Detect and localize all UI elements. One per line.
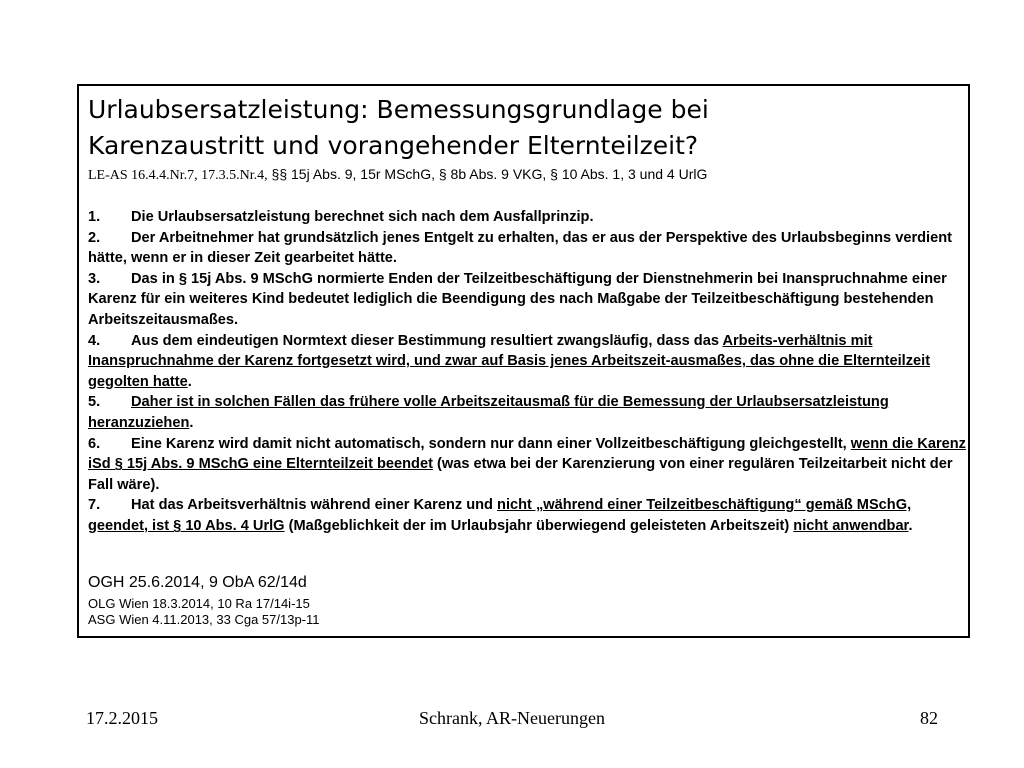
citation-asg: ASG Wien 4.11.2013, 33 Cga 57/13p-11 bbox=[88, 612, 320, 627]
citation-ogh: OGH 25.6.2014, 9 ObA 62/14d bbox=[88, 574, 307, 591]
slide-title-line1: Urlaubsersatzleistung: Bemessungsgrundlage bei bbox=[88, 95, 709, 124]
footer-date: 17.2.2015 bbox=[86, 708, 158, 728]
points-list bbox=[88, 207, 968, 537]
point-number: 3. bbox=[88, 270, 101, 287]
point-3 bbox=[88, 269, 968, 331]
point-text-underlined: Daher ist in solchen Fällen das frühere volle Arbeitszeitausmaß für die Bemessung der Urlaubsersatzleistung heranzuziehen bbox=[88, 394, 889, 431]
legal-reference-serif: LE-AS 16.4.4.Nr.7, 17.3.5.Nr.4, bbox=[88, 168, 268, 183]
point-text-end: (was etwa bei der Karenzierung von einer regulären Teilzeitarbeit nicht der Fall wäre). bbox=[88, 456, 953, 493]
point-4 bbox=[88, 331, 968, 393]
point-text: Hat das Arbeitsverhältnis während einer Karenz und bbox=[131, 497, 498, 514]
point-text-end: . bbox=[908, 517, 913, 534]
point-text: Aus dem eindeutigen Normtext dieser Bestimmung resultiert zwangsläufig, dass das bbox=[131, 332, 723, 349]
point-6 bbox=[88, 434, 968, 496]
point-text-underlined: Arbeits-verhältnis mit Inanspruchnahme der Karenz fortgesetzt wird, und zwar auf Basis jenes Arbeitszeit-ausmaßes, das ohne die Elternteilzeit gegolten hatte bbox=[88, 332, 931, 390]
point-number: 2. bbox=[88, 229, 101, 246]
point-text: Eine Karenz wird damit nicht automatisch, sondern nur dann einer Vollzeitbeschäftigung gleichgestellt, bbox=[131, 435, 851, 452]
point-text: Die Urlaubsersatzleistung berechnet sich nach dem Ausfallprinzip. bbox=[131, 209, 594, 225]
point-5 bbox=[88, 392, 968, 433]
point-text-middle: (Maßgeblichkeit der im Urlaubsjahr überwiegend geleisteten Arbeitszeit) bbox=[284, 517, 794, 534]
legal-reference bbox=[88, 165, 968, 185]
point-text-underlined: nicht „während einer Teilzeitbeschäftigung“ gemäß MSchG, geendet, ist § 10 Abs. 4 UrlG bbox=[88, 497, 912, 534]
point-7 bbox=[88, 495, 968, 536]
slide-title bbox=[88, 92, 958, 164]
footer-page-number: 82 bbox=[920, 708, 938, 728]
legal-reference-sans: §§ 15j Abs. 9, 15r MSchG, § 8b Abs. 9 VKG, § 10 Abs. 1, 3 und 4 UrlG bbox=[267, 166, 708, 182]
point-2 bbox=[88, 228, 968, 269]
point-text: Das in § 15j Abs. 9 MSchG normierte Enden der Teilzeitbeschäftigung der Dienstnehmerin bei Inanspruchnahme einer Karenz für ein weiteres Kind bedeutet lediglich die Beendigung des nach Maßgabe der Teilzeitbeschäftigung bestehenden Arbeitszeitausmaßes. bbox=[88, 270, 947, 328]
point-1 bbox=[88, 207, 968, 228]
footer-title: Schrank, AR-Neuerungen bbox=[419, 708, 605, 728]
citation-olg: OLG Wien 18.3.2014, 10 Ra 17/14i-15 bbox=[88, 596, 310, 611]
slide-title-line2: Karenzaustritt und vorangehender Elternteilzeit? bbox=[88, 131, 699, 160]
point-number: 1. bbox=[88, 209, 101, 225]
point-text-end: . bbox=[187, 373, 192, 390]
point-number: 6. bbox=[88, 435, 101, 452]
point-number: 4. bbox=[88, 332, 101, 349]
point-text-end: . bbox=[189, 414, 194, 431]
point-text-underlined-2: nicht anwendbar bbox=[793, 517, 909, 534]
point-number: 7. bbox=[88, 497, 101, 514]
point-text-underlined: wenn die Karenz iSd § 15j Abs. 9 MSchG eine Elternteilzeit beendet bbox=[88, 435, 966, 473]
point-number: 5. bbox=[88, 394, 101, 411]
point-text: Der Arbeitnehmer hat grundsätzlich jenes Entgelt zu erhalten, das er aus der Perspektive des Urlaubsbeginns verdient hätte, wenn er in dieser Zeit gearbeitet hätte. bbox=[88, 229, 952, 267]
